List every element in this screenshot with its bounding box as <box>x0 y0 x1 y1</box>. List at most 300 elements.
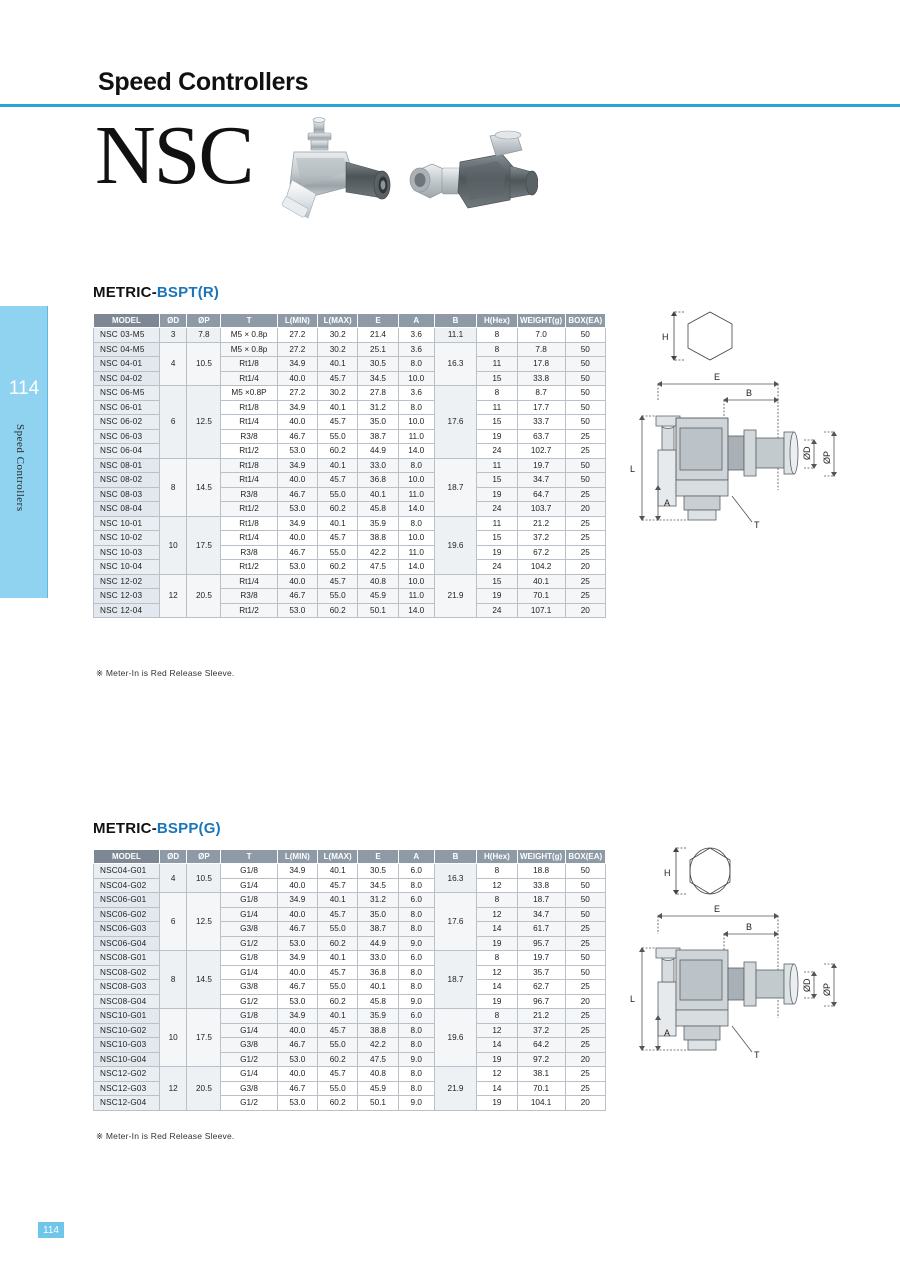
cell-lmax: 45.7 <box>318 531 358 546</box>
cell-h: 12 <box>477 965 517 980</box>
cell-t: G3/8 <box>221 1081 277 1096</box>
cell-w: 21.2 <box>517 1009 565 1024</box>
cell-lmax: 45.7 <box>318 371 358 386</box>
cell-d: 8 <box>159 951 187 1009</box>
cell-model: NSC 06-03 <box>94 429 160 444</box>
column-header-p: ØP <box>187 850 221 864</box>
cell-lmin: 34.9 <box>277 516 317 531</box>
cell-lmin: 40.0 <box>277 965 317 980</box>
cell-h: 19 <box>477 994 517 1009</box>
cell-a: 8.0 <box>398 965 434 980</box>
brand-logo: NSC <box>95 109 253 202</box>
cell-lmax: 45.7 <box>318 878 358 893</box>
cell-a: 8.0 <box>398 922 434 937</box>
cell-lmin: 46.7 <box>277 922 317 937</box>
cell-box: 20 <box>565 994 605 1009</box>
cell-lmin: 40.0 <box>277 907 317 922</box>
cell-h: 19 <box>477 487 517 502</box>
cell-box: 20 <box>565 603 605 618</box>
cell-lmax: 45.7 <box>318 574 358 589</box>
column-header-box-ea: BOX(EA) <box>565 314 605 328</box>
cell-model: NSC 08-01 <box>94 458 160 473</box>
cell-h: 12 <box>477 1067 517 1082</box>
cell-box: 50 <box>565 386 605 401</box>
cell-a: 3.6 <box>398 328 434 343</box>
cell-h: 24 <box>477 560 517 575</box>
cell-lmax: 60.2 <box>318 936 358 951</box>
cell-t: G1/4 <box>221 1067 277 1082</box>
column-header-d: ØD <box>159 314 187 328</box>
cell-model: NSC 06-02 <box>94 415 160 430</box>
cell-a: 8.0 <box>398 1081 434 1096</box>
cell-a: 3.6 <box>398 386 434 401</box>
cell-box: 25 <box>565 1023 605 1038</box>
cell-box: 25 <box>565 487 605 502</box>
cell-b: 16.3 <box>434 342 476 386</box>
cell-model: NSC 08-04 <box>94 502 160 517</box>
cell-w: 34.7 <box>517 907 565 922</box>
cell-lmin: 27.2 <box>277 342 317 357</box>
cell-lmax: 40.1 <box>318 893 358 908</box>
cell-box: 50 <box>565 357 605 372</box>
spec-table-bspt <box>93 313 606 618</box>
product-photo-right <box>398 128 538 243</box>
page-title: Speed Controllers <box>98 68 309 96</box>
cell-h: 19 <box>477 429 517 444</box>
cell-lmin: 40.0 <box>277 878 317 893</box>
cell-w: 107.1 <box>517 603 565 618</box>
cell-lmax: 40.1 <box>318 1009 358 1024</box>
cell-box: 50 <box>565 878 605 893</box>
cell-t: G1/2 <box>221 1052 277 1067</box>
cell-h: 12 <box>477 1023 517 1038</box>
cell-h: 14 <box>477 980 517 995</box>
cell-d: 10 <box>159 1009 187 1067</box>
cell-a: 10.0 <box>398 531 434 546</box>
cell-box: 25 <box>565 1067 605 1082</box>
dim-label-a-bottom: A <box>664 1028 671 1038</box>
cell-box: 25 <box>565 1009 605 1024</box>
cell-a: 8.0 <box>398 516 434 531</box>
cell-t: G1/4 <box>221 878 277 893</box>
cell-a: 8.0 <box>398 400 434 415</box>
cell-e: 38.8 <box>358 1023 398 1038</box>
cell-lmax: 45.7 <box>318 965 358 980</box>
cell-lmax: 45.7 <box>318 907 358 922</box>
cell-w: 64.7 <box>517 487 565 502</box>
cell-h: 19 <box>477 589 517 604</box>
cell-a: 6.0 <box>398 864 434 879</box>
cell-a: 9.0 <box>398 1096 434 1111</box>
cell-t: Rt1/8 <box>221 400 277 415</box>
cell-lmax: 40.1 <box>318 357 358 372</box>
cell-t: M5 × 0.8p <box>221 328 277 343</box>
cell-model: NSC 06-M5 <box>94 386 160 401</box>
cell-e: 36.8 <box>358 473 398 488</box>
cell-t: G1/4 <box>221 965 277 980</box>
cell-h: 15 <box>477 415 517 430</box>
cell-d: 6 <box>159 386 187 459</box>
cell-t: Rt1/8 <box>221 357 277 372</box>
dim-label-od-bottom: ØD <box>802 978 812 992</box>
cell-t: M5 ×0.8P <box>221 386 277 401</box>
cell-model: NSC04-G01 <box>94 864 160 879</box>
cell-h: 15 <box>477 574 517 589</box>
cell-t: G1/2 <box>221 936 277 951</box>
cell-lmax: 60.2 <box>318 560 358 575</box>
side-tab-label: Speed Controllers <box>14 424 26 512</box>
cell-b: 11.1 <box>434 328 476 343</box>
cell-a: 14.0 <box>398 560 434 575</box>
cell-w: 104.2 <box>517 560 565 575</box>
cell-w: 102.7 <box>517 444 565 459</box>
cell-a: 11.0 <box>398 487 434 502</box>
cell-e: 45.9 <box>358 1081 398 1096</box>
cell-a: 8.0 <box>398 980 434 995</box>
section-heading-suffix-2: BSPP(G) <box>156 820 221 837</box>
cell-b: 19.6 <box>434 516 476 574</box>
cell-w: 33.8 <box>517 878 565 893</box>
column-header-t: T <box>221 850 277 864</box>
cell-box: 25 <box>565 574 605 589</box>
cell-a: 6.0 <box>398 1009 434 1024</box>
cell-d: 12 <box>159 1067 187 1111</box>
cell-t: G1/8 <box>221 951 277 966</box>
cell-d: 4 <box>159 864 187 893</box>
cell-lmax: 55.0 <box>318 980 358 995</box>
cell-h: 15 <box>477 531 517 546</box>
cell-a: 14.0 <box>398 502 434 517</box>
cell-box: 20 <box>565 502 605 517</box>
cell-w: 19.7 <box>517 458 565 473</box>
cell-box: 50 <box>565 371 605 386</box>
cell-lmax: 40.1 <box>318 516 358 531</box>
cell-d: 10 <box>159 516 187 574</box>
cell-t: G1/2 <box>221 1096 277 1111</box>
cell-lmax: 30.2 <box>318 386 358 401</box>
cell-lmin: 34.9 <box>277 951 317 966</box>
table-row <box>94 1067 606 1082</box>
note-bspp: ※ Meter-In is Red Release Sleeve. <box>96 1131 235 1141</box>
cell-t: M5 × 0.8p <box>221 342 277 357</box>
cell-lmin: 40.0 <box>277 473 317 488</box>
cell-model: NSC 12-04 <box>94 603 160 618</box>
cell-lmax: 45.7 <box>318 1023 358 1038</box>
cell-lmin: 34.9 <box>277 458 317 473</box>
cell-lmin: 40.0 <box>277 415 317 430</box>
cell-lmin: 34.9 <box>277 893 317 908</box>
cell-lmin: 40.0 <box>277 371 317 386</box>
cell-model: NSC12-G04 <box>94 1096 160 1111</box>
cell-lmin: 27.2 <box>277 386 317 401</box>
cell-e: 34.5 <box>358 371 398 386</box>
cell-box: 25 <box>565 1038 605 1053</box>
cell-lmax: 55.0 <box>318 487 358 502</box>
cell-e: 50.1 <box>358 603 398 618</box>
cell-model: NSC10-G04 <box>94 1052 160 1067</box>
cell-h: 11 <box>477 400 517 415</box>
cell-lmin: 40.0 <box>277 1023 317 1038</box>
cell-box: 50 <box>565 951 605 966</box>
cell-a: 3.6 <box>398 342 434 357</box>
cell-t: Rt1/2 <box>221 502 277 517</box>
cell-b: 17.6 <box>434 893 476 951</box>
cell-model: NSC 03-M5 <box>94 328 160 343</box>
cell-h: 11 <box>477 516 517 531</box>
table-row <box>94 458 606 473</box>
section-heading-prefix: METRIC- <box>93 284 157 301</box>
column-header-p: ØP <box>187 314 221 328</box>
cell-p: 14.5 <box>187 951 221 1009</box>
cell-t: G1/4 <box>221 907 277 922</box>
cell-e: 35.0 <box>358 415 398 430</box>
cell-h: 12 <box>477 878 517 893</box>
cell-model: NSC 06-04 <box>94 444 160 459</box>
dim-label-op-top: ØP <box>822 450 832 464</box>
cell-e: 45.8 <box>358 994 398 1009</box>
cell-model: NSC 10-02 <box>94 531 160 546</box>
cell-w: 17.7 <box>517 400 565 415</box>
cell-lmin: 40.0 <box>277 1067 317 1082</box>
cell-box: 25 <box>565 980 605 995</box>
cell-box: 25 <box>565 444 605 459</box>
cell-w: 18.8 <box>517 864 565 879</box>
cell-t: G1/8 <box>221 864 277 879</box>
column-header-b: B <box>434 850 476 864</box>
cell-e: 33.0 <box>358 458 398 473</box>
cell-h: 8 <box>477 342 517 357</box>
cell-p: 10.5 <box>187 342 221 386</box>
cell-lmax: 45.7 <box>318 1067 358 1082</box>
cell-model: NSC 04-02 <box>94 371 160 386</box>
cell-t: G1/4 <box>221 1023 277 1038</box>
cell-lmin: 46.7 <box>277 1038 317 1053</box>
cell-w: 104.1 <box>517 1096 565 1111</box>
cell-d: 8 <box>159 458 187 516</box>
cell-h: 19 <box>477 1052 517 1067</box>
cell-w: 63.7 <box>517 429 565 444</box>
cell-lmin: 53.0 <box>277 994 317 1009</box>
cell-lmin: 46.7 <box>277 589 317 604</box>
cell-box: 20 <box>565 560 605 575</box>
cell-w: 34.7 <box>517 473 565 488</box>
cell-e: 40.8 <box>358 574 398 589</box>
cell-w: 96.7 <box>517 994 565 1009</box>
cell-w: 61.7 <box>517 922 565 937</box>
cell-e: 42.2 <box>358 1038 398 1053</box>
cell-e: 30.5 <box>358 357 398 372</box>
cell-e: 30.5 <box>358 864 398 879</box>
cell-lmin: 34.9 <box>277 1009 317 1024</box>
cell-lmax: 30.2 <box>318 342 358 357</box>
dim-label-a-top: A <box>664 498 671 508</box>
cell-w: 19.7 <box>517 951 565 966</box>
column-header-h-hex: H(Hex) <box>477 850 517 864</box>
cell-w: 37.2 <box>517 531 565 546</box>
cell-t: R3/8 <box>221 545 277 560</box>
cell-h: 24 <box>477 603 517 618</box>
cell-e: 38.7 <box>358 922 398 937</box>
cell-lmax: 60.2 <box>318 1052 358 1067</box>
cell-box: 50 <box>565 342 605 357</box>
cell-t: R3/8 <box>221 429 277 444</box>
cell-h: 15 <box>477 473 517 488</box>
cell-lmin: 53.0 <box>277 502 317 517</box>
cell-d: 12 <box>159 574 187 618</box>
cell-t: Rt1/4 <box>221 531 277 546</box>
cell-e: 25.1 <box>358 342 398 357</box>
cell-t: G3/8 <box>221 1038 277 1053</box>
column-header-box-ea: BOX(EA) <box>565 850 605 864</box>
cell-h: 14 <box>477 1081 517 1096</box>
cell-model: NSC 08-03 <box>94 487 160 502</box>
column-header-e: E <box>358 314 398 328</box>
dim-label-t-bottom: T <box>754 1050 760 1060</box>
cell-lmin: 53.0 <box>277 444 317 459</box>
cell-h: 19 <box>477 936 517 951</box>
cell-box: 20 <box>565 1052 605 1067</box>
cell-lmin: 46.7 <box>277 545 317 560</box>
cell-p: 17.5 <box>187 516 221 574</box>
cell-w: 38.1 <box>517 1067 565 1082</box>
cell-p: 12.5 <box>187 893 221 951</box>
cell-box: 25 <box>565 922 605 937</box>
cell-w: 67.2 <box>517 545 565 560</box>
cell-t: Rt1/8 <box>221 516 277 531</box>
cell-lmin: 46.7 <box>277 487 317 502</box>
cell-box: 50 <box>565 400 605 415</box>
cell-e: 35.9 <box>358 1009 398 1024</box>
column-header-weight-g: WEIGHT(g) <box>517 850 565 864</box>
cell-lmin: 40.0 <box>277 531 317 546</box>
cell-p: 20.5 <box>187 1067 221 1111</box>
cell-p: 20.5 <box>187 574 221 618</box>
cell-w: 35.7 <box>517 965 565 980</box>
cell-a: 11.0 <box>398 589 434 604</box>
column-header-l-max: L(MAX) <box>318 850 358 864</box>
cell-w: 64.2 <box>517 1038 565 1053</box>
cell-b: 17.6 <box>434 386 476 459</box>
cell-h: 8 <box>477 328 517 343</box>
cell-model: NSC 04-M5 <box>94 342 160 357</box>
title-divider <box>0 104 900 107</box>
cell-lmin: 34.9 <box>277 864 317 879</box>
cell-e: 40.1 <box>358 980 398 995</box>
cell-model: NSC 08-02 <box>94 473 160 488</box>
cell-a: 8.0 <box>398 907 434 922</box>
cell-e: 36.8 <box>358 965 398 980</box>
cell-w: 33.8 <box>517 371 565 386</box>
cell-model: NSC 12-02 <box>94 574 160 589</box>
cell-lmax: 40.1 <box>318 400 358 415</box>
side-index-tab <box>0 306 48 598</box>
cell-lmax: 55.0 <box>318 1081 358 1096</box>
footer-page-number: 114 <box>38 1222 64 1238</box>
cell-lmax: 60.2 <box>318 1096 358 1111</box>
cell-h: 15 <box>477 371 517 386</box>
cell-lmax: 55.0 <box>318 545 358 560</box>
cell-lmax: 55.0 <box>318 429 358 444</box>
cell-lmin: 53.0 <box>277 936 317 951</box>
cell-a: 14.0 <box>398 444 434 459</box>
cell-model: NSC06-G02 <box>94 907 160 922</box>
cell-e: 40.8 <box>358 1067 398 1082</box>
cell-a: 11.0 <box>398 545 434 560</box>
cell-lmin: 53.0 <box>277 603 317 618</box>
cell-b: 21.9 <box>434 1067 476 1111</box>
cell-h: 8 <box>477 1009 517 1024</box>
dim-label-l-bottom: L <box>630 994 636 1004</box>
cell-e: 21.4 <box>358 328 398 343</box>
cell-lmax: 60.2 <box>318 994 358 1009</box>
cell-model: NSC12-G02 <box>94 1067 160 1082</box>
cell-box: 50 <box>565 473 605 488</box>
cell-e: 34.5 <box>358 878 398 893</box>
column-header-a: A <box>398 850 434 864</box>
cell-w: 8.7 <box>517 386 565 401</box>
cell-e: 33.0 <box>358 951 398 966</box>
cell-a: 8.0 <box>398 1067 434 1082</box>
cell-a: 9.0 <box>398 1052 434 1067</box>
cell-h: 14 <box>477 922 517 937</box>
cell-e: 47.5 <box>358 1052 398 1067</box>
cell-h: 14 <box>477 1038 517 1053</box>
cell-t: Rt1/4 <box>221 415 277 430</box>
cell-a: 10.0 <box>398 574 434 589</box>
cell-e: 35.0 <box>358 907 398 922</box>
table-row <box>94 574 606 589</box>
cell-box: 50 <box>565 415 605 430</box>
dim-label-h-top: H <box>662 332 669 342</box>
cell-model: NSC 04-01 <box>94 357 160 372</box>
cell-h: 8 <box>477 864 517 879</box>
cell-w: 18.7 <box>517 893 565 908</box>
cell-p: 14.5 <box>187 458 221 516</box>
cell-p: 17.5 <box>187 1009 221 1067</box>
cell-a: 11.0 <box>398 429 434 444</box>
cell-w: 21.2 <box>517 516 565 531</box>
cell-model: NSC12-G03 <box>94 1081 160 1096</box>
dim-label-b-bottom: B <box>746 922 753 932</box>
cell-w: 33.7 <box>517 415 565 430</box>
cell-t: R3/8 <box>221 487 277 502</box>
cell-t: Rt1/8 <box>221 458 277 473</box>
column-header-l-min: L(MIN) <box>277 314 317 328</box>
cell-b: 18.7 <box>434 458 476 516</box>
dim-label-od-top: ØD <box>802 446 812 460</box>
dim-label-e-bottom: E <box>714 904 721 914</box>
cell-lmin: 46.7 <box>277 980 317 995</box>
dim-label-op-bottom: ØP <box>822 982 832 996</box>
cell-e: 45.8 <box>358 502 398 517</box>
cell-t: R3/8 <box>221 589 277 604</box>
cell-e: 40.1 <box>358 487 398 502</box>
cell-p: 10.5 <box>187 864 221 893</box>
table-header-row-2 <box>94 850 606 864</box>
table-row <box>94 328 606 343</box>
cell-a: 10.0 <box>398 473 434 488</box>
cell-e: 45.9 <box>358 589 398 604</box>
cell-e: 35.9 <box>358 516 398 531</box>
cell-w: 7.8 <box>517 342 565 357</box>
cell-lmax: 60.2 <box>318 603 358 618</box>
column-header-a: A <box>398 314 434 328</box>
section-heading-suffix: BSPT(R) <box>156 284 220 301</box>
cell-h: 24 <box>477 502 517 517</box>
cell-e: 42.2 <box>358 545 398 560</box>
cell-e: 27.8 <box>358 386 398 401</box>
cell-h: 24 <box>477 444 517 459</box>
